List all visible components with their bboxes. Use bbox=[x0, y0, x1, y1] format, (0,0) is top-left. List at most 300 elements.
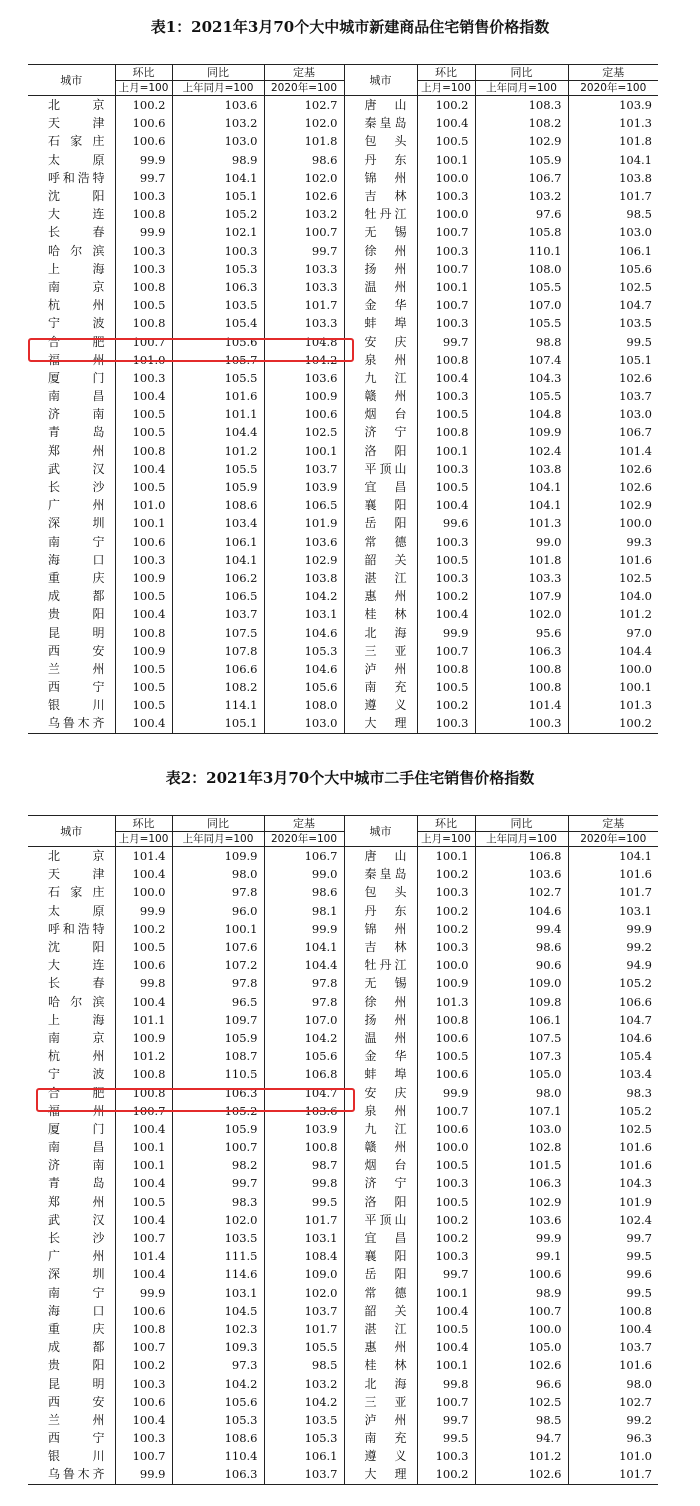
cell-city-right: 金华 bbox=[344, 1047, 417, 1065]
cell-city-right: 常德 bbox=[344, 1284, 417, 1302]
cell-hb-left: 99.9 bbox=[115, 1284, 172, 1302]
cell-city-right: 北海 bbox=[344, 623, 417, 641]
table-row bbox=[28, 1320, 658, 1338]
cell-dj-left: 104.2 bbox=[264, 1029, 344, 1047]
cell-tb-right: 105.0 bbox=[475, 1338, 568, 1356]
cell-tb-right: 101.8 bbox=[475, 551, 568, 569]
table-row bbox=[28, 1265, 658, 1283]
cell-hb-right: 100.2 bbox=[417, 96, 475, 115]
cell-hb-right: 100.3 bbox=[417, 533, 475, 551]
table-row bbox=[28, 387, 658, 405]
cell-city-left: 合肥 bbox=[28, 1083, 115, 1101]
cell-hb-left: 100.5 bbox=[115, 423, 172, 441]
cell-city-right: 遵义 bbox=[344, 1447, 417, 1465]
cell-dj-right: 100.1 bbox=[619, 680, 652, 695]
cell-hb-right: 100.7 bbox=[417, 1102, 475, 1120]
cell-hb-right: 100.3 bbox=[417, 938, 475, 956]
cell-city-right: 湛江 bbox=[344, 1320, 417, 1338]
cell-tb-right: 100.6 bbox=[475, 1265, 568, 1283]
cell-tb-left: 108.6 bbox=[172, 496, 264, 514]
table-row bbox=[28, 1393, 658, 1411]
table-row bbox=[28, 902, 658, 920]
cell-tb-right: 98.8 bbox=[475, 332, 568, 350]
cell-dj-left: 102.9 bbox=[264, 551, 344, 569]
cell-city-left: 合肥 bbox=[28, 332, 115, 350]
cell-hb-right: 100.3 bbox=[417, 242, 475, 260]
cell-dj-right: 99.7 bbox=[626, 1231, 652, 1246]
cell-dj-right: 105.1 bbox=[619, 352, 652, 367]
cell-dj-left: 105.6 bbox=[264, 678, 344, 696]
cell-hb-left: 100.3 bbox=[115, 551, 172, 569]
table-row bbox=[28, 569, 658, 587]
cell-dj-left: 102.0 bbox=[264, 169, 344, 187]
cell-dj-left: 102.7 bbox=[264, 96, 344, 115]
cell-tb-right: 102.5 bbox=[475, 1393, 568, 1411]
cell-dj-right: 104.7 bbox=[619, 298, 652, 313]
cell-city-left: 沈阳 bbox=[28, 938, 115, 956]
cell-city-left: 昆明 bbox=[28, 1374, 115, 1392]
cell-hb-left: 100.5 bbox=[115, 938, 172, 956]
cell-city-right: 大理 bbox=[344, 714, 417, 733]
header-tb-sub: 上年同月=100 bbox=[172, 81, 264, 96]
cell-city-right: 湛江 bbox=[344, 569, 417, 587]
cell-dj-right: 101.6 bbox=[619, 1140, 652, 1155]
header-dj-sub: 2020年=100 bbox=[264, 81, 344, 96]
cell-dj-right: 101.9 bbox=[619, 1194, 652, 1209]
cell-city-right: 丹东 bbox=[344, 151, 417, 169]
cell-dj-right: 103.7 bbox=[619, 1340, 652, 1355]
cell-dj-left: 97.8 bbox=[264, 993, 344, 1011]
cell-hb-right: 100.3 bbox=[417, 314, 475, 332]
cell-hb-right: 100.2 bbox=[417, 1211, 475, 1229]
cell-dj-right: 101.7 bbox=[619, 189, 652, 204]
cell-city-right: 唐山 bbox=[344, 96, 417, 115]
cell-dj-right: 101.6 bbox=[619, 867, 652, 882]
cell-dj-left: 98.7 bbox=[264, 1156, 344, 1174]
cell-dj-left: 101.7 bbox=[264, 296, 344, 314]
cell-dj-right: 102.7 bbox=[619, 1394, 652, 1409]
cell-hb-right: 100.0 bbox=[417, 956, 475, 974]
cell-hb-right: 100.8 bbox=[417, 1011, 475, 1029]
cell-city-right: 扬州 bbox=[344, 260, 417, 278]
cell-hb-left: 100.4 bbox=[115, 460, 172, 478]
cell-tb-left: 105.6 bbox=[172, 1393, 264, 1411]
table-row bbox=[28, 496, 658, 514]
cell-tb-left: 108.2 bbox=[172, 678, 264, 696]
table-row bbox=[28, 1011, 658, 1029]
cell-city-left: 呼和浩特 bbox=[28, 169, 115, 187]
cell-dj-left: 104.7 bbox=[264, 1083, 344, 1101]
table-row bbox=[28, 1356, 658, 1374]
cell-hb-right: 99.7 bbox=[417, 1265, 475, 1283]
cell-city-left: 长春 bbox=[28, 974, 115, 992]
cell-hb-left: 100.6 bbox=[115, 132, 172, 150]
cell-tb-right: 102.9 bbox=[475, 1193, 568, 1211]
cell-city-right: 锦州 bbox=[344, 169, 417, 187]
cell-tb-right: 107.0 bbox=[475, 296, 568, 314]
cell-dj-right: 103.1 bbox=[619, 903, 652, 918]
cell-city-right: 秦皇岛 bbox=[344, 114, 417, 132]
cell-hb-left: 100.3 bbox=[115, 1429, 172, 1447]
cell-city-left: 银川 bbox=[28, 1447, 115, 1465]
cell-city-right: 大理 bbox=[344, 1465, 417, 1484]
cell-dj-left: 103.5 bbox=[264, 1411, 344, 1429]
cell-dj-left: 98.1 bbox=[264, 902, 344, 920]
cell-dj-right: 102.6 bbox=[619, 370, 652, 385]
cell-city-right: 南充 bbox=[344, 1429, 417, 1447]
cell-tb-right: 102.6 bbox=[475, 1465, 568, 1484]
table-row bbox=[28, 169, 658, 187]
cell-hb-left: 100.1 bbox=[115, 1156, 172, 1174]
cell-city-right: 宜昌 bbox=[344, 478, 417, 496]
cell-hb-right: 100.3 bbox=[417, 1174, 475, 1192]
table2 bbox=[28, 815, 658, 1485]
table-row bbox=[28, 533, 658, 551]
table-row bbox=[28, 587, 658, 605]
cell-hb-right: 100.4 bbox=[417, 496, 475, 514]
cell-hb-left: 100.7 bbox=[115, 1102, 172, 1120]
cell-tb-right: 105.5 bbox=[475, 387, 568, 405]
cell-dj-left: 105.3 bbox=[264, 642, 344, 660]
table-row bbox=[28, 460, 658, 478]
cell-city-right: 惠州 bbox=[344, 1338, 417, 1356]
cell-hb-right: 100.5 bbox=[417, 1193, 475, 1211]
cell-hb-left: 100.4 bbox=[115, 1411, 172, 1429]
cell-city-left: 重庆 bbox=[28, 569, 115, 587]
cell-tb-left: 105.6 bbox=[172, 332, 264, 350]
cell-tb-right: 105.0 bbox=[475, 1065, 568, 1083]
header-tb: 同比 bbox=[172, 816, 264, 832]
cell-dj-right: 102.6 bbox=[619, 480, 652, 495]
table-row bbox=[28, 1029, 658, 1047]
cell-hb-right: 99.5 bbox=[417, 1429, 475, 1447]
cell-hb-right: 100.6 bbox=[417, 1029, 475, 1047]
cell-city-right: 蚌埠 bbox=[344, 314, 417, 332]
cell-tb-left: 105.1 bbox=[172, 187, 264, 205]
cell-city-left: 南昌 bbox=[28, 1138, 115, 1156]
cell-dj-left: 103.7 bbox=[264, 1302, 344, 1320]
cell-tb-left: 110.4 bbox=[172, 1447, 264, 1465]
cell-dj-left: 100.7 bbox=[264, 223, 344, 241]
cell-city-right: 泉州 bbox=[344, 351, 417, 369]
cell-tb-right: 102.0 bbox=[475, 605, 568, 623]
cell-city-left: 杭州 bbox=[28, 1047, 115, 1065]
cell-dj-left: 101.8 bbox=[264, 132, 344, 150]
cell-hb-right: 100.2 bbox=[417, 920, 475, 938]
cell-hb-right: 100.7 bbox=[417, 296, 475, 314]
cell-dj-left: 107.0 bbox=[264, 1011, 344, 1029]
cell-city-right: 洛阳 bbox=[344, 442, 417, 460]
cell-city-left: 宁波 bbox=[28, 314, 115, 332]
cell-city-left: 福州 bbox=[28, 1102, 115, 1120]
cell-tb-left: 102.3 bbox=[172, 1320, 264, 1338]
cell-hb-left: 100.7 bbox=[115, 1338, 172, 1356]
cell-hb-left: 100.5 bbox=[115, 1193, 172, 1211]
cell-tb-left: 101.2 bbox=[172, 442, 264, 460]
cell-dj-left: 99.5 bbox=[264, 1193, 344, 1211]
cell-tb-left: 106.5 bbox=[172, 587, 264, 605]
cell-tb-right: 108.2 bbox=[475, 114, 568, 132]
cell-tb-left: 100.7 bbox=[172, 1138, 264, 1156]
cell-dj-right: 101.4 bbox=[619, 443, 652, 458]
cell-dj-right: 102.5 bbox=[619, 570, 652, 585]
cell-dj-left: 98.6 bbox=[264, 883, 344, 901]
cell-dj-left: 101.9 bbox=[264, 514, 344, 532]
cell-tb-right: 105.9 bbox=[475, 151, 568, 169]
cell-dj-left: 103.6 bbox=[264, 533, 344, 551]
cell-city-left: 西安 bbox=[28, 1393, 115, 1411]
cell-dj-left: 97.8 bbox=[264, 974, 344, 992]
header-dj-sub: 2020年=100 bbox=[264, 832, 344, 847]
cell-dj-right: 104.6 bbox=[619, 1030, 652, 1045]
cell-dj-right: 100.4 bbox=[619, 1321, 652, 1336]
cell-hb-left: 100.7 bbox=[115, 1447, 172, 1465]
cell-city-right: 锦州 bbox=[344, 920, 417, 938]
table-row bbox=[28, 920, 658, 938]
cell-hb-left: 100.6 bbox=[115, 1302, 172, 1320]
cell-dj-right: 99.5 bbox=[626, 1285, 652, 1300]
cell-dj-right: 94.9 bbox=[626, 958, 652, 973]
header-hb-sub: 上月=100 bbox=[417, 81, 475, 96]
table-row bbox=[28, 642, 658, 660]
cell-hb-right: 100.4 bbox=[417, 1302, 475, 1320]
cell-hb-left: 100.4 bbox=[115, 1211, 172, 1229]
cell-dj-right: 104.1 bbox=[619, 152, 652, 167]
cell-city-right: 温州 bbox=[344, 1029, 417, 1047]
cell-dj-left: 104.4 bbox=[264, 956, 344, 974]
cell-hb-right: 100.2 bbox=[417, 587, 475, 605]
table-row bbox=[28, 956, 658, 974]
table-row bbox=[28, 1374, 658, 1392]
cell-hb-right: 99.9 bbox=[417, 623, 475, 641]
cell-tb-left: 101.1 bbox=[172, 405, 264, 423]
cell-hb-left: 100.2 bbox=[115, 96, 172, 115]
cell-hb-left: 99.9 bbox=[115, 223, 172, 241]
cell-hb-right: 100.3 bbox=[417, 569, 475, 587]
cell-dj-left: 106.7 bbox=[264, 847, 344, 866]
cell-dj-right: 99.6 bbox=[626, 1267, 652, 1282]
table-row bbox=[28, 605, 658, 623]
cell-hb-right: 100.5 bbox=[417, 132, 475, 150]
cell-tb-right: 100.3 bbox=[475, 714, 568, 733]
cell-dj-right: 106.6 bbox=[619, 994, 652, 1009]
cell-tb-left: 114.1 bbox=[172, 696, 264, 714]
cell-tb-right: 104.1 bbox=[475, 478, 568, 496]
cell-city-right: 泸州 bbox=[344, 660, 417, 678]
cell-hb-right: 100.7 bbox=[417, 1393, 475, 1411]
table-row bbox=[28, 1465, 658, 1484]
cell-tb-right: 98.6 bbox=[475, 938, 568, 956]
cell-hb-right: 100.3 bbox=[417, 883, 475, 901]
cell-city-right: 常德 bbox=[344, 533, 417, 551]
cell-tb-right: 107.9 bbox=[475, 587, 568, 605]
cell-dj-left: 103.7 bbox=[264, 460, 344, 478]
table-row bbox=[28, 442, 658, 460]
header-city: 城市 bbox=[28, 816, 115, 847]
cell-hb-left: 100.3 bbox=[115, 1374, 172, 1392]
cell-city-right: 平顶山 bbox=[344, 460, 417, 478]
cell-city-right: 九江 bbox=[344, 369, 417, 387]
table-row bbox=[28, 623, 658, 641]
cell-tb-right: 102.7 bbox=[475, 883, 568, 901]
cell-tb-left: 107.2 bbox=[172, 956, 264, 974]
table-row bbox=[28, 478, 658, 496]
header-tb-sub: 上年同月=100 bbox=[475, 81, 568, 96]
table-row bbox=[28, 847, 658, 866]
cell-city-right: 烟台 bbox=[344, 1156, 417, 1174]
cell-city-right: 徐州 bbox=[344, 242, 417, 260]
cell-tb-left: 97.3 bbox=[172, 1356, 264, 1374]
cell-hb-right: 100.8 bbox=[417, 351, 475, 369]
cell-dj-right: 103.5 bbox=[619, 316, 652, 331]
cell-dj-left: 109.0 bbox=[264, 1265, 344, 1283]
cell-tb-right: 104.1 bbox=[475, 496, 568, 514]
cell-tb-right: 103.8 bbox=[475, 460, 568, 478]
header-dj: 定基 bbox=[568, 65, 658, 81]
cell-tb-left: 103.4 bbox=[172, 514, 264, 532]
cell-tb-right: 101.5 bbox=[475, 1156, 568, 1174]
cell-hb-right: 100.5 bbox=[417, 551, 475, 569]
cell-tb-right: 101.4 bbox=[475, 696, 568, 714]
cell-city-right: 扬州 bbox=[344, 1011, 417, 1029]
cell-hb-left: 99.7 bbox=[115, 169, 172, 187]
cell-tb-right: 100.8 bbox=[475, 678, 568, 696]
table-row bbox=[28, 660, 658, 678]
cell-dj-right: 101.3 bbox=[619, 698, 652, 713]
header-hb-sub: 上月=100 bbox=[417, 832, 475, 847]
cell-city-right: 洛阳 bbox=[344, 1193, 417, 1211]
cell-hb-right: 100.9 bbox=[417, 974, 475, 992]
cell-dj-left: 100.6 bbox=[264, 405, 344, 423]
cell-dj-right: 101.0 bbox=[619, 1449, 652, 1464]
cell-hb-left: 100.5 bbox=[115, 696, 172, 714]
table1-title: 表1：2021年3月70个大中城市新建商品住宅销售价格指数 bbox=[150, 18, 550, 36]
cell-city-left: 长沙 bbox=[28, 478, 115, 496]
cell-city-right: 牡丹江 bbox=[344, 956, 417, 974]
cell-tb-right: 106.1 bbox=[475, 1011, 568, 1029]
table-row bbox=[28, 1247, 658, 1265]
cell-dj-left: 105.3 bbox=[264, 1429, 344, 1447]
cell-hb-left: 100.4 bbox=[115, 1174, 172, 1192]
cell-city-right: 岳阳 bbox=[344, 514, 417, 532]
cell-tb-right: 90.6 bbox=[475, 956, 568, 974]
cell-hb-left: 100.4 bbox=[115, 993, 172, 1011]
table-row bbox=[28, 1047, 658, 1065]
cell-city-left: 宁波 bbox=[28, 1065, 115, 1083]
cell-hb-left: 100.8 bbox=[115, 1065, 172, 1083]
cell-hb-left: 100.1 bbox=[115, 514, 172, 532]
cell-tb-right: 109.8 bbox=[475, 993, 568, 1011]
cell-city-left: 上海 bbox=[28, 260, 115, 278]
cell-tb-left: 100.1 bbox=[172, 920, 264, 938]
cell-city-left: 郑州 bbox=[28, 1193, 115, 1211]
cell-dj-right: 104.7 bbox=[619, 1012, 652, 1027]
cell-hb-left: 100.8 bbox=[115, 442, 172, 460]
cell-tb-left: 103.7 bbox=[172, 605, 264, 623]
cell-dj-right: 106.1 bbox=[619, 243, 652, 258]
cell-hb-right: 100.1 bbox=[417, 151, 475, 169]
cell-hb-left: 100.8 bbox=[115, 1083, 172, 1101]
header-city: 城市 bbox=[344, 65, 417, 96]
cell-hb-right: 100.1 bbox=[417, 847, 475, 866]
cell-tb-right: 96.6 bbox=[475, 1374, 568, 1392]
cell-hb-right: 100.5 bbox=[417, 678, 475, 696]
header-dj-sub: 2020年=100 bbox=[568, 832, 658, 847]
table-row bbox=[28, 714, 658, 733]
cell-hb-right: 100.5 bbox=[417, 1156, 475, 1174]
cell-hb-right: 100.7 bbox=[417, 223, 475, 241]
cell-city-left: 长春 bbox=[28, 223, 115, 241]
cell-dj-right: 100.8 bbox=[619, 1303, 652, 1318]
cell-hb-left: 99.9 bbox=[115, 1465, 172, 1484]
cell-hb-left: 101.4 bbox=[115, 847, 172, 866]
cell-dj-right: 103.0 bbox=[619, 407, 652, 422]
cell-dj-right: 103.0 bbox=[619, 225, 652, 240]
cell-hb-right: 100.2 bbox=[417, 1229, 475, 1247]
cell-tb-right: 106.3 bbox=[475, 642, 568, 660]
table-row bbox=[28, 96, 658, 115]
cell-hb-right: 99.7 bbox=[417, 1411, 475, 1429]
cell-hb-left: 100.4 bbox=[115, 1120, 172, 1138]
cell-tb-right: 98.5 bbox=[475, 1411, 568, 1429]
cell-tb-right: 104.8 bbox=[475, 405, 568, 423]
header-hb: 环比 bbox=[115, 816, 172, 832]
cell-hb-right: 100.4 bbox=[417, 114, 475, 132]
cell-hb-left: 100.9 bbox=[115, 642, 172, 660]
cell-city-right: 丹东 bbox=[344, 902, 417, 920]
cell-tb-left: 102.0 bbox=[172, 1211, 264, 1229]
cell-city-left: 南京 bbox=[28, 278, 115, 296]
cell-dj-left: 103.1 bbox=[264, 605, 344, 623]
cell-hb-left: 100.8 bbox=[115, 623, 172, 641]
cell-hb-left: 100.1 bbox=[115, 1138, 172, 1156]
cell-tb-right: 104.3 bbox=[475, 369, 568, 387]
header-hb-sub: 上月=100 bbox=[115, 832, 172, 847]
cell-hb-left: 100.7 bbox=[115, 332, 172, 350]
cell-city-right: 泸州 bbox=[344, 1411, 417, 1429]
cell-dj-left: 100.9 bbox=[264, 387, 344, 405]
cell-dj-left: 102.0 bbox=[264, 1284, 344, 1302]
cell-city-left: 西宁 bbox=[28, 678, 115, 696]
table-row bbox=[28, 1411, 658, 1429]
cell-tb-left: 109.9 bbox=[172, 847, 264, 866]
cell-tb-right: 98.9 bbox=[475, 1284, 568, 1302]
cell-hb-right: 100.3 bbox=[417, 387, 475, 405]
cell-city-right: 金华 bbox=[344, 296, 417, 314]
cell-hb-right: 100.1 bbox=[417, 442, 475, 460]
cell-hb-right: 100.0 bbox=[417, 205, 475, 223]
cell-city-right: 吉林 bbox=[344, 938, 417, 956]
cell-hb-left: 99.8 bbox=[115, 974, 172, 992]
cell-tb-right: 99.1 bbox=[475, 1247, 568, 1265]
cell-dj-right: 102.4 bbox=[619, 1212, 652, 1227]
cell-dj-left: 103.2 bbox=[264, 1374, 344, 1392]
cell-city-right: 桂林 bbox=[344, 605, 417, 623]
cell-hb-left: 100.3 bbox=[115, 242, 172, 260]
cell-city-right: 无锡 bbox=[344, 223, 417, 241]
cell-dj-right: 97.0 bbox=[626, 625, 652, 640]
cell-city-left: 青岛 bbox=[28, 1174, 115, 1192]
cell-hb-left: 101.0 bbox=[115, 496, 172, 514]
cell-tb-left: 102.1 bbox=[172, 223, 264, 241]
cell-dj-left: 102.0 bbox=[264, 114, 344, 132]
table-row bbox=[28, 1120, 658, 1138]
cell-tb-left: 96.0 bbox=[172, 902, 264, 920]
cell-dj-left: 98.5 bbox=[264, 1356, 344, 1374]
cell-tb-right: 97.6 bbox=[475, 205, 568, 223]
cell-dj-right: 103.7 bbox=[619, 389, 652, 404]
header-dj-sub: 2020年=100 bbox=[568, 81, 658, 96]
